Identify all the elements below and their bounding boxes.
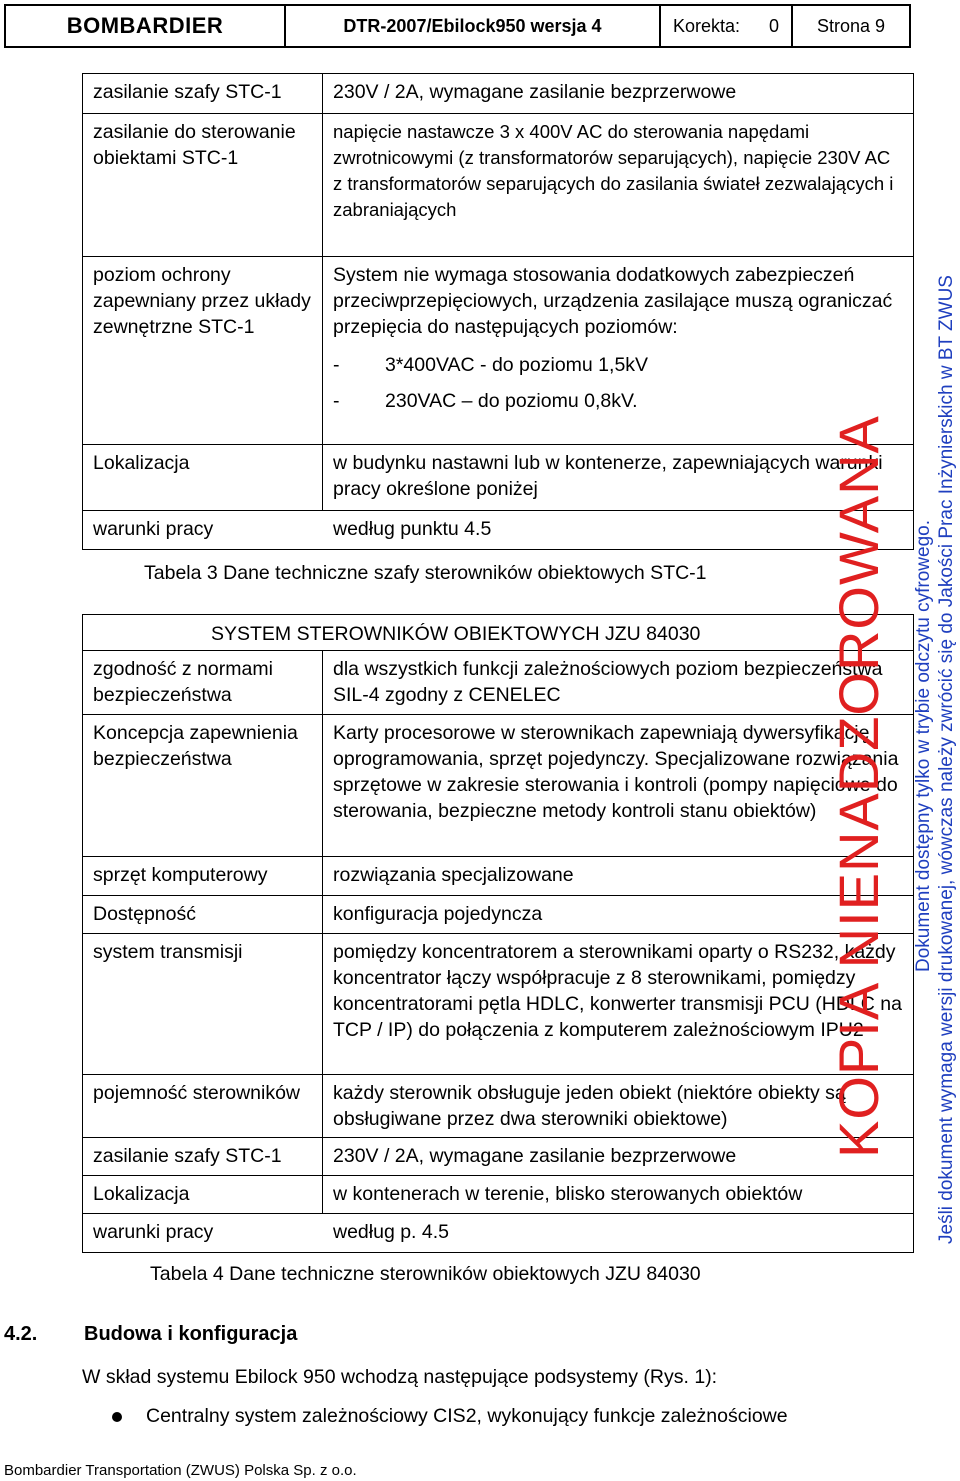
row-label: warunki pracy — [93, 518, 214, 540]
table-row — [83, 74, 913, 114]
table-row — [83, 1075, 913, 1138]
table-row — [83, 934, 913, 1075]
table-row — [83, 857, 913, 896]
row-value: 230V / 2A, wymagane zasilanie bezprzerwowe — [333, 1145, 737, 1167]
print-request-notice: Jeśli dokument wymaga wersji drukowanej, wówczas należy zwrócić się do Jakości Prac Inżynierskich w BT ZWUS — [936, 275, 957, 1244]
table-row — [83, 1176, 913, 1214]
table-row — [83, 114, 913, 257]
page-footer: Bombardier Transportation (ZWUS) Polska Sp. z o.o. — [4, 1462, 357, 1479]
table-row — [83, 896, 913, 934]
page-header — [4, 4, 911, 48]
row-value: Karty procesorowe w sterownikach zapewniają dywersyfikację oprogramowania, sprzęt pojedynczy. Specjalizowane rozwiązania sprzętowe w zakresie sterowania i kontroli (pompy napięciowe do sterowania, bezpieczne metody kontroli stanu obiektów) — [333, 722, 899, 822]
table-title: SYSTEM STEROWNIKÓW OBIEKTOWYCH JZU 84030 — [211, 623, 701, 645]
digital-only-notice: Dokument dostępny tylko w trybie odczytu cyfrowego. — [913, 520, 934, 972]
section-title: Budowa i konfiguracja — [84, 1323, 298, 1345]
document-id: DTR-2007/Ebilock950 wersja 4 — [286, 6, 661, 46]
row-label: sprzęt komputerowy — [83, 857, 323, 895]
table-row — [83, 651, 913, 714]
row-label: Lokalizacja — [83, 445, 323, 510]
row-value: według p. 4.5 — [333, 1221, 450, 1243]
bullet-icon — [112, 1412, 122, 1422]
company-logo: BOMBARDIER — [6, 6, 286, 46]
row-value: 230V / 2A, wymagane zasilanie bezprzerwowe — [333, 81, 737, 103]
row-label: warunki pracy — [93, 1221, 214, 1243]
row-label: zasilanie szafy STC-1 — [83, 74, 323, 113]
table-title-row — [83, 615, 913, 651]
row-value: rozwiązania specjalizowane — [333, 864, 574, 886]
table-row — [83, 1138, 913, 1176]
row-value-block — [323, 257, 913, 444]
row-value: dla wszystkich funkcji zależnościowych poziom bezpieczeństwa SIL-4 zgodny z CENELEC — [333, 658, 883, 706]
table-row — [83, 511, 913, 549]
row-value: napięcie nastawcze 3 x 400V AC do sterowania napędami zwrotnicowymi (z transformatorów separujących), napięcie 230V AC z transformatorów separujących do zasilania świateł zezwalających i zabraniających — [333, 121, 894, 220]
row-label: poziom ochrony zapewniany przez układy zewnętrzne STC-1 — [83, 257, 323, 444]
table-row — [83, 257, 913, 445]
page-number: Strona 9 — [816, 15, 886, 36]
row-value: konfiguracja pojedyncza — [333, 903, 543, 925]
row-label: zgodność z normami bezpieczeństwa — [83, 651, 323, 714]
row-label: system transmisji — [83, 934, 323, 1074]
body-paragraph: W skład systemu Ebilock 950 wchodzą następujące podsystemy (Rys. 1): — [82, 1366, 718, 1388]
row-value: pomiędzy koncentratorem a sterownikami oparty o RS232, każdy koncentrator łączy współpracuje z 8 sterownikami, pomiędzy koncentratorami pętla HDLC, konwerter transmisji PCU (HDLC na TCP / IP) do połączenia z komputerem zależnościowym IPU2 — [333, 941, 902, 1041]
uncontrolled-copy-stamp: KOPIA NIENADZOROWANA — [827, 415, 890, 1158]
table-row — [83, 445, 913, 511]
revision-cell — [661, 6, 793, 46]
table-caption: Tabela 4 Dane techniczne sterowników obiektowych JZU 84030 — [150, 1263, 701, 1285]
row-label: Koncepcja zapewnienia bezpieczeństwa — [83, 715, 323, 856]
row-label: Lokalizacja — [83, 1176, 323, 1213]
row-value: według punktu 4.5 — [333, 518, 492, 540]
table-row — [83, 714, 913, 857]
row-label: pojemność sterowników — [83, 1075, 323, 1137]
revision-label: Korekta: — [673, 15, 741, 36]
section-number: 4.2. — [4, 1323, 38, 1345]
table-jzu — [82, 614, 914, 1253]
table-stc1 — [82, 73, 914, 550]
bullet-item — [112, 1405, 788, 1428]
revision-value: 0 — [768, 15, 779, 36]
row-value: w budynku nastawni lub w kontenerze, zapewniających warunki pracy określone poniżej — [333, 452, 883, 500]
row-label: zasilanie do sterowanie obiektami STC-1 — [83, 114, 323, 256]
row-label: Dostępność — [83, 896, 323, 933]
bullet-text: Centralny system zależnościowy CIS2, wykonujący funkcje zależnościowe — [146, 1405, 788, 1427]
row-value: każdy sterownik obsługuje jeden obiekt (niektóre obiekty są obsługiwane przez dwa sterowniki obiektowe) — [333, 1082, 846, 1130]
list-item: - 230VAC – do poziomu 0,8kV. — [333, 390, 638, 412]
row-value: w kontenerach w terenie, blisko sterowanych obiektów — [333, 1183, 803, 1205]
row-label: zasilanie szafy STC-1 — [83, 1138, 323, 1175]
row-value: System nie wymaga stosowania dodatkowych zabezpieczeń przeciwprzepięciowych, urządzenia zasilające muszą ograniczać przepięcia do następujących poziomów: — [333, 264, 893, 338]
table-caption: Tabela 3 Dane techniczne szafy sterowników obiektowych STC-1 — [144, 562, 707, 584]
section-heading — [4, 1323, 297, 1346]
table-row — [83, 1214, 913, 1252]
list-item: - 3*400VAC - do poziomu 1,5kV — [333, 354, 649, 376]
